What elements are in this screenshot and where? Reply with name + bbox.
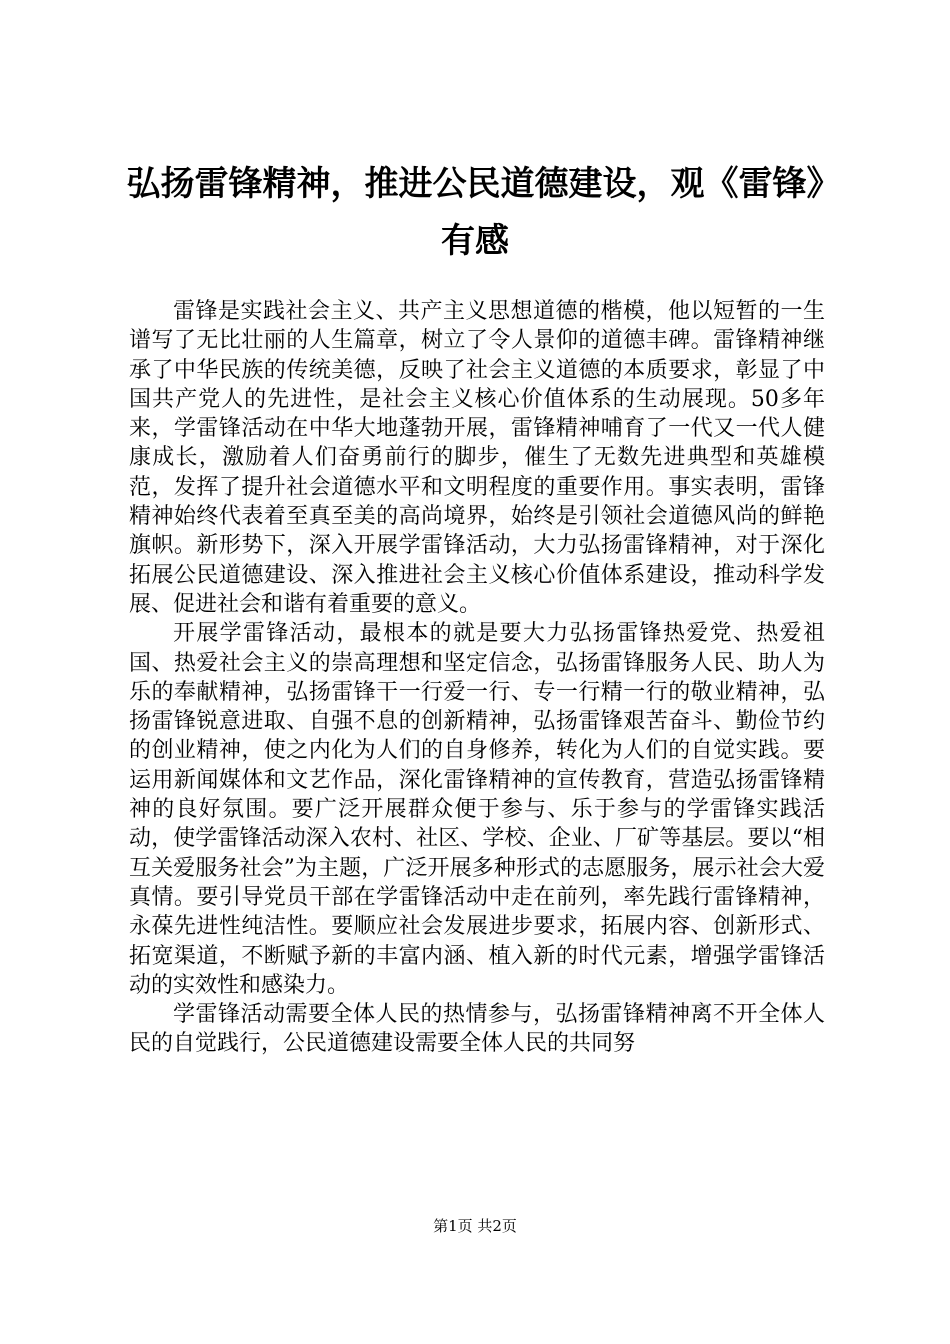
paragraph-1: 雷锋是实践社会主义、共产主义思想道德的楷模，他以短暂的一生谱写了无比壮丽的人生篇章，树立了令人景仰的道德丰碑。雷锋精神继承了中华民族的传统美德，反映了社会主义道德的本质要求，彰显了中国共产党人的先进性，是社会主义核心价值体系的生动展现。50多年来，学雷锋活动在中华大地蓬勃开展，雷锋精神哺育了一代又一代人健康成长，激励着人们奋勇前行的脚步，催生了无数先进典型和英雄模范，发挥了提升社会道德水平和文明程度的重要作用。事实表明，雷锋精神始终代表着至真至美的高尚境界，始终是引领社会道德风尚的鲜艳旗帜。新形势下，深入开展学雷锋活动，大力弘扬雷锋精神，对于深化拓展公民道德建设、深入推进社会主义核心价值体系建设，推动科学发展、促进社会和谐有着重要的意义。 xyxy=(129,299,825,617)
paragraph-2: 开展学雷锋活动，最根本的就是要大力弘扬雷锋热爱党、热爱祖国、热爱社会主义的崇高理想和坚定信念，弘扬雷锋服务人民、助人为乐的奉献精神，弘扬雷锋干一行爱一行、专一行精一行的敬业精神，弘扬雷锋锐意进取、自强不息的创新精神，弘扬雷锋艰苦奋斗、勤俭节约的创业精神，使之内化为人们的自身修养，转化为人们的自觉实践。要运用新闻媒体和文艺作品，深化雷锋精神的宣传教育，营造弘扬雷锋精神的良好氛围。要广泛开展群众便于参与、乐于参与的学雷锋实践活动，使学雷锋活动深入农村、社区、学校、企业、厂矿等基层。要以“相互关爱服务社会”为主题，广泛开展多种形式的志愿服务，展示社会大爱真情。要引导党员干部在学雷锋活动中走在前列，率先践行雷锋精神，永葆先进性纯洁性。要顺应社会发展进步要求，拓展内容、创新形式、拓宽渠道，不断赋予新的丰富内涵、植入新的时代元素，增强学雷锋活动的实效性和感染力。 xyxy=(129,621,825,998)
page-number-indicator: 第1页 共2页 xyxy=(433,1217,517,1235)
page-footer xyxy=(0,1216,950,1236)
document-body xyxy=(129,297,825,1059)
document-title: 弘扬雷锋精神，推进公民道德建设，观《雷锋》有感 xyxy=(126,164,824,261)
paragraph-3: 学雷锋活动需要全体人民的热情参与，弘扬雷锋精神离不开全体人民的自觉践行，公民道德建设需要全体人民的共同努 xyxy=(129,1002,825,1057)
